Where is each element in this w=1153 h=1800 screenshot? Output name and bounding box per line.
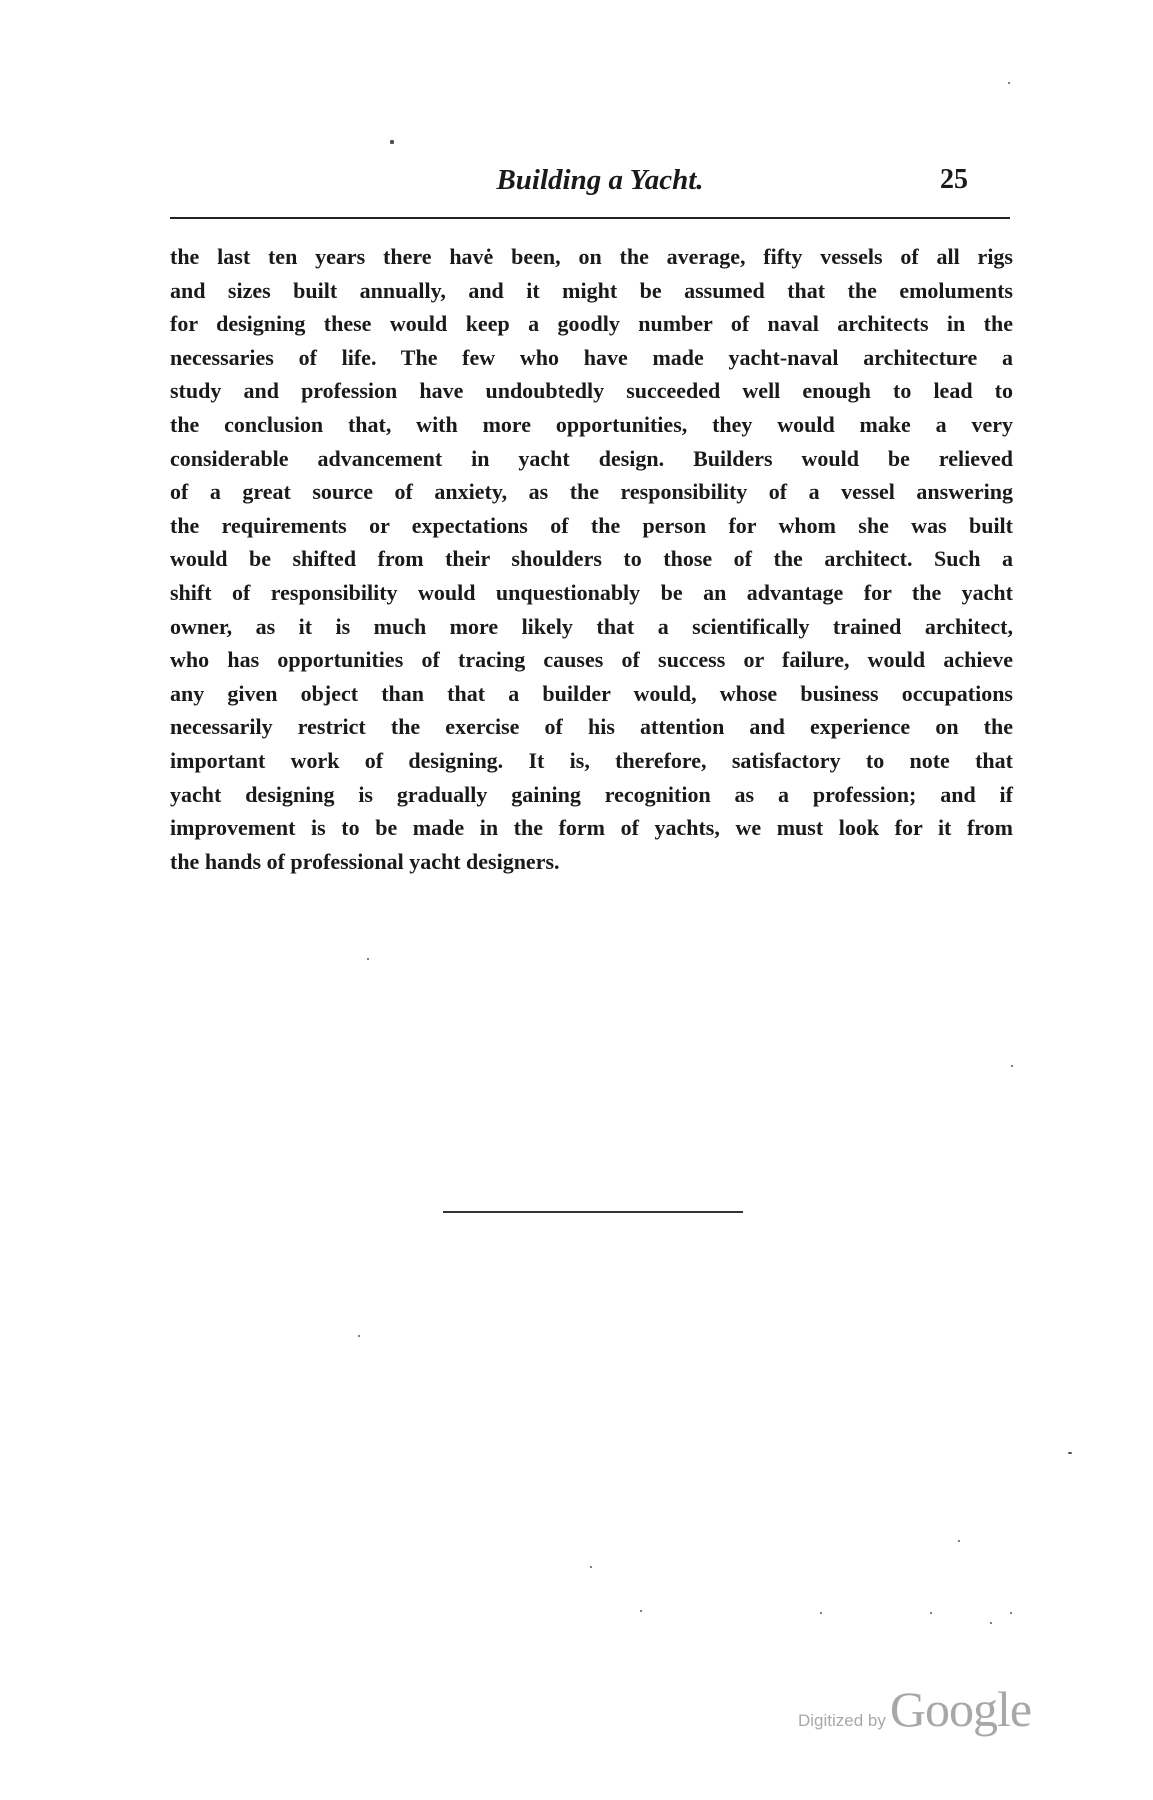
text-line: owner, as it is much more likely that a scientifically trained architect, bbox=[170, 613, 1013, 639]
end-rule bbox=[443, 1211, 743, 1213]
text-line: improvement is to be made in the form of yachts, we must look for it from bbox=[170, 815, 1013, 841]
scan-speck bbox=[820, 1612, 822, 1614]
text-line: the requirements or expectations of the person for whom she was built bbox=[170, 512, 1013, 538]
text-line: study and profession have undoubtedly succeeded well enough to lead to bbox=[170, 378, 1013, 404]
watermark-prefix: Digitized by bbox=[798, 1711, 886, 1730]
scan-speck bbox=[958, 1540, 960, 1542]
running-header-title: Building a Yacht. bbox=[496, 164, 704, 196]
text-line: who has opportunities of tracing causes of success or failure, would achieve bbox=[170, 647, 1013, 673]
scan-speck bbox=[1011, 1065, 1013, 1067]
google-logo: Google bbox=[889, 1681, 1032, 1737]
text-line: any given object than that a builder would, whose business occupations bbox=[170, 680, 1013, 706]
scan-speck bbox=[1068, 1452, 1072, 1454]
text-line: yacht designing is gradually gaining recognition as a profession; and if bbox=[170, 781, 1013, 807]
scan-speck bbox=[1008, 82, 1010, 84]
text-line: the last ten years there havė been, on the average, fifty vessels of all rigs bbox=[170, 244, 1013, 269]
text-line: considerable advancement in yacht design. Builders would be relieved bbox=[170, 445, 1013, 471]
scan-speck bbox=[358, 1335, 360, 1337]
text-line: the conclusion that, with more opportunities, they would make a very bbox=[170, 411, 1013, 437]
text-line: would be shifted from their shoulders to those of the architect. Such a bbox=[170, 546, 1013, 572]
text-line: necessarily restrict the exercise of his attention and experience on the bbox=[170, 714, 1013, 740]
scan-speck bbox=[640, 1610, 642, 1612]
text-line: important work of designing. It is, therefore, satisfactory to note that bbox=[170, 747, 1013, 773]
page-number: 25 bbox=[940, 164, 968, 195]
body-text bbox=[170, 240, 1013, 878]
text-line: for designing these would keep a goodly number of naval architects in the bbox=[170, 311, 1013, 337]
text-line: of a great source of anxiety, as the responsibility of a vessel answering bbox=[170, 479, 1013, 505]
header-rule bbox=[170, 217, 1010, 219]
text-line: the hands of professional yacht designers. bbox=[170, 848, 560, 874]
scan-speck bbox=[1010, 1612, 1012, 1614]
text-line: necessaries of life. The few who have made yacht-naval architecture a bbox=[170, 344, 1013, 370]
scan-speck bbox=[990, 1622, 992, 1624]
scan-speck bbox=[367, 958, 369, 960]
google-watermark bbox=[798, 1680, 1031, 1738]
scan-speck bbox=[390, 140, 394, 144]
scan-speck bbox=[930, 1612, 932, 1614]
scan-speck bbox=[590, 1566, 592, 1568]
text-line: shift of responsibility would unquestionably be an advantage for the yacht bbox=[170, 579, 1013, 605]
text-line: and sizes built annually, and it might be assumed that the emoluments bbox=[170, 277, 1013, 303]
